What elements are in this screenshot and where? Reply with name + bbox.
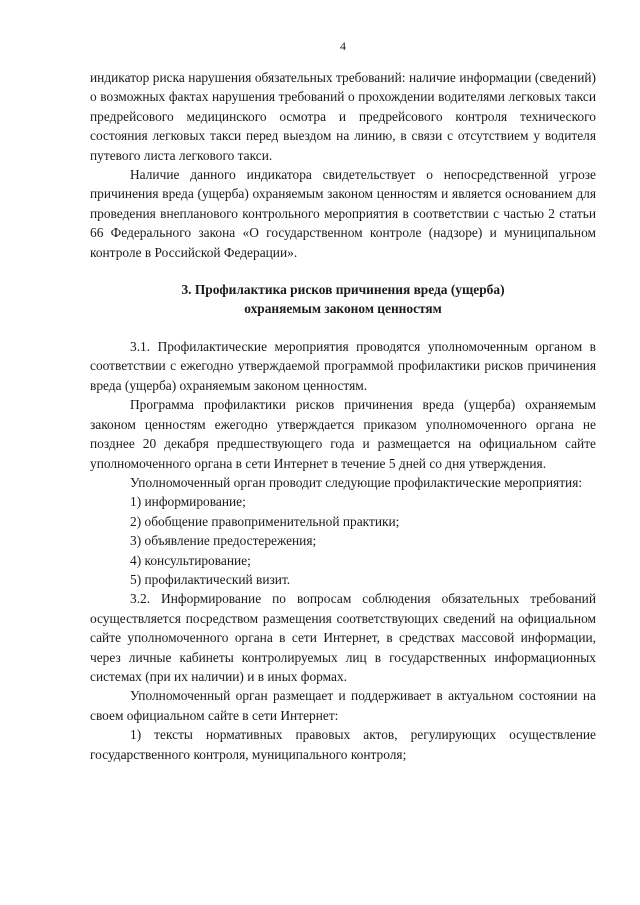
paragraph-website-publishing: Уполномоченный орган размещает и поддерживает в актуальном состоянии на своем официальном сайте в сети Интернет:: [90, 688, 596, 723]
paragraph-indicator-basis: Наличие данного индикатора свидетельствует о непосредственной угрозе причинения вреда (ущерба) охраняемым законом ценностям и является основанием для проведения внепланового контрольного мероприятия в соответствии с частью 2 статьи 66 Федерального закона «О государственном контроле (надзоре) и муниципальном контроле в Российской Федерации».: [90, 167, 596, 260]
paragraph-measures-intro: Уполномоченный орган проводит следующие профилактические мероприятия:: [130, 474, 583, 490]
list-item-informing: 1) информирование;: [130, 494, 246, 510]
document-page: [90, 38, 596, 764]
section-heading-line-1: 3. Профилактика рисков причинения вреда (ущерба): [181, 282, 505, 298]
list-item-legal-texts: 1) тексты нормативных правовых актов, регулирующих осуществление государственного контроля, муниципального контроля;: [90, 727, 596, 762]
paragraph-program: Программа профилактики рисков причинения вреда (ущерба) охраняемым законом ценностям ежегодно утверждается приказом уполномоченного органа не позднее 20 декабря предшествующего года и размещается на официальном сайте уполномоченного органа в сети Интернет в течение 5 дней со дня утверждения.: [90, 397, 596, 471]
paragraph-3-1: 3.1. Профилактические мероприятия проводятся уполномоченным органом в соответствии с ежегодно утверждаемой программой профилактики рисков причинения вреда (ущерба) охраняемым законом ценностям.: [90, 339, 596, 393]
list-item-consulting: 4) консультирование;: [130, 552, 251, 568]
section-heading-line-2: охраняемым законом ценностям: [244, 301, 442, 317]
list-item-preventive-visit: 5) профилактический визит.: [130, 571, 291, 587]
page-number: 4: [340, 39, 346, 53]
paragraph-risk-indicator: индикатор риска нарушения обязательных требований: наличие информации (сведений) о возможных фактах нарушения требований о прохождении водителями легковых такси предрейсового медицинского осмотра и предрейсового контроля технического состояния легковых такси перед выездом на линию, в связи с отсутствием у водителя путевого листа легкового такси.: [90, 70, 596, 163]
list-item-generalization: 2) обобщение правоприменительной практики;: [130, 513, 400, 529]
section-heading: [90, 280, 596, 318]
paragraph-3-2: 3.2. Информирование по вопросам соблюдения обязательных требований осуществляется посредством размещения соответствующих сведений на официальном сайте уполномоченного органа в сети Интернет, в средствах массовой информации, через личные кабинеты контролируемых лиц в государственных информационных системах (при их наличии) и в иных формах.: [90, 591, 596, 684]
list-item-warning: 3) объявление предостережения;: [130, 533, 317, 549]
